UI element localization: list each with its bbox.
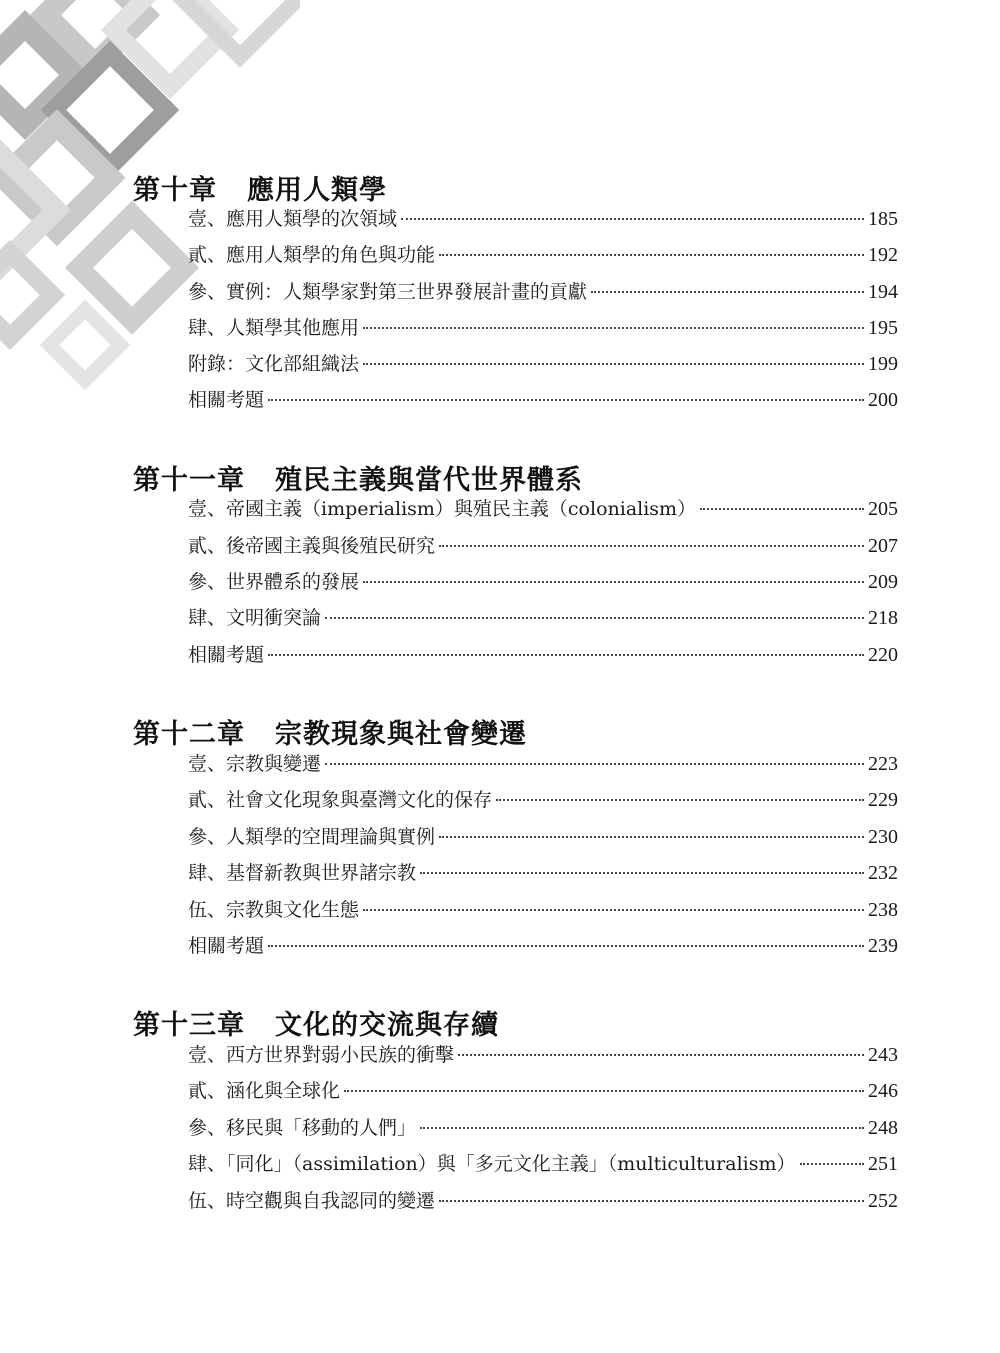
entry-label: 肆、基督新教與世界諸宗教 (188, 862, 417, 884)
dot-leader (268, 945, 864, 947)
dot-leader (439, 1200, 864, 1202)
toc-entry[interactable] (188, 1040, 898, 1070)
toc-entry[interactable] (188, 385, 898, 415)
chapter-name: 應用人類學 (247, 175, 387, 206)
entry-label: 壹、應用人類學的次領域 (188, 208, 398, 230)
entry-label: 壹、帝國主義（imperialism）與殖民主義（colonialism） (188, 498, 697, 520)
toc-entry[interactable] (188, 494, 898, 524)
chapter-number: 第十三章 (133, 1010, 245, 1041)
entry-page: 239 (868, 935, 898, 957)
dot-leader (363, 327, 864, 329)
dot-leader (439, 836, 864, 838)
toc-entry[interactable] (188, 749, 898, 779)
entry-page: 200 (868, 389, 898, 411)
chapter-title (133, 168, 387, 207)
entry-page: 251 (868, 1153, 898, 1175)
dot-leader (363, 581, 864, 583)
toc-entry[interactable] (188, 1186, 898, 1216)
chapter-name: 殖民主義與當代世界體系 (275, 465, 583, 496)
toc-entry[interactable] (188, 1076, 898, 1106)
dot-leader (496, 799, 864, 801)
toc-entry[interactable] (188, 785, 898, 815)
chapter-number: 第十一章 (133, 465, 245, 496)
entry-page: 209 (868, 571, 898, 593)
entry-page: 243 (868, 1044, 898, 1066)
toc-entry[interactable] (188, 640, 898, 670)
entry-page: 218 (868, 607, 898, 629)
toc-entry[interactable] (188, 931, 898, 961)
entry-page: 185 (868, 208, 898, 230)
entry-label: 相關考題 (188, 935, 265, 957)
entry-page: 195 (868, 317, 898, 339)
entry-page: 194 (868, 281, 898, 303)
dot-leader (325, 763, 864, 765)
dot-leader (458, 1054, 864, 1056)
dot-leader (344, 1090, 864, 1092)
dot-leader (268, 399, 864, 401)
toc-entry[interactable] (188, 567, 898, 597)
toc-entry[interactable] (188, 858, 898, 888)
entry-page: 230 (868, 826, 898, 848)
toc-entry[interactable] (188, 349, 898, 379)
chapter-number: 第十章 (133, 175, 217, 206)
chapter-title (133, 712, 527, 751)
entry-page: 232 (868, 862, 898, 884)
dot-leader (420, 872, 864, 874)
dot-leader (401, 218, 864, 220)
entry-label: 肆、人類學其他應用 (188, 317, 360, 339)
entry-label: 貳、應用人類學的角色與功能 (188, 244, 436, 266)
dot-leader (700, 508, 864, 510)
entry-label: 伍、宗教與文化生態 (188, 899, 360, 921)
entry-label: 參、實例：人類學家對第三世界發展計畫的貢獻 (188, 281, 588, 303)
entry-page: 220 (868, 644, 898, 666)
entry-page: 252 (868, 1190, 898, 1212)
entry-page: 207 (868, 535, 898, 557)
entry-page: 192 (868, 244, 898, 266)
toc-entry[interactable] (188, 603, 898, 633)
chapter-title (133, 458, 583, 497)
dot-leader (591, 291, 864, 293)
entry-label: 附錄：文化部組織法 (188, 353, 360, 375)
entry-page: 229 (868, 789, 898, 811)
dot-leader (800, 1163, 865, 1165)
entry-label: 肆、文明衝突論 (188, 607, 322, 629)
toc-entry[interactable] (188, 204, 898, 234)
chapter-title (133, 1003, 499, 1042)
entry-label: 相關考題 (188, 389, 265, 411)
dot-leader (439, 254, 864, 256)
entry-label: 壹、宗教與變遷 (188, 753, 322, 775)
entry-label: 貳、後帝國主義與後殖民研究 (188, 535, 436, 557)
entry-page: 248 (868, 1117, 898, 1139)
entry-label: 參、人類學的空間理論與實例 (188, 826, 436, 848)
toc-entry[interactable] (188, 1113, 898, 1143)
toc-entry[interactable] (188, 822, 898, 852)
dot-leader (363, 909, 864, 911)
toc-entry[interactable] (188, 1149, 898, 1179)
entry-page: 246 (868, 1080, 898, 1102)
toc-entry[interactable] (188, 277, 898, 307)
dot-leader (325, 617, 864, 619)
entry-label: 參、移民與「移動的人們」 (188, 1117, 417, 1139)
entry-label: 伍、時空觀與自我認同的變遷 (188, 1190, 436, 1212)
toc-entry[interactable] (188, 240, 898, 270)
chapter-name: 宗教現象與社會變遷 (275, 719, 527, 750)
entry-page: 199 (868, 353, 898, 375)
toc-entry[interactable] (188, 313, 898, 343)
dot-leader (363, 363, 864, 365)
toc-entry[interactable] (188, 531, 898, 561)
entry-label: 參、世界體系的發展 (188, 571, 360, 593)
chapter-number: 第十二章 (133, 719, 245, 750)
entry-label: 貳、社會文化現象與臺灣文化的保存 (188, 789, 493, 811)
dot-leader (420, 1127, 864, 1129)
entry-page: 223 (868, 753, 898, 775)
entry-label: 壹、西方世界對弱小民族的衝擊 (188, 1044, 455, 1066)
dot-leader (439, 545, 864, 547)
chapter-name: 文化的交流與存續 (275, 1010, 499, 1041)
entry-label: 肆、「同化」（assimilation）與「多元文化主義」（multiculturalism） (188, 1153, 796, 1175)
entry-page: 238 (868, 899, 898, 921)
entry-page: 205 (868, 498, 898, 520)
entry-label: 貳、涵化與全球化 (188, 1080, 341, 1102)
toc-entry[interactable] (188, 895, 898, 925)
dot-leader (268, 654, 864, 656)
entry-label: 相關考題 (188, 644, 265, 666)
